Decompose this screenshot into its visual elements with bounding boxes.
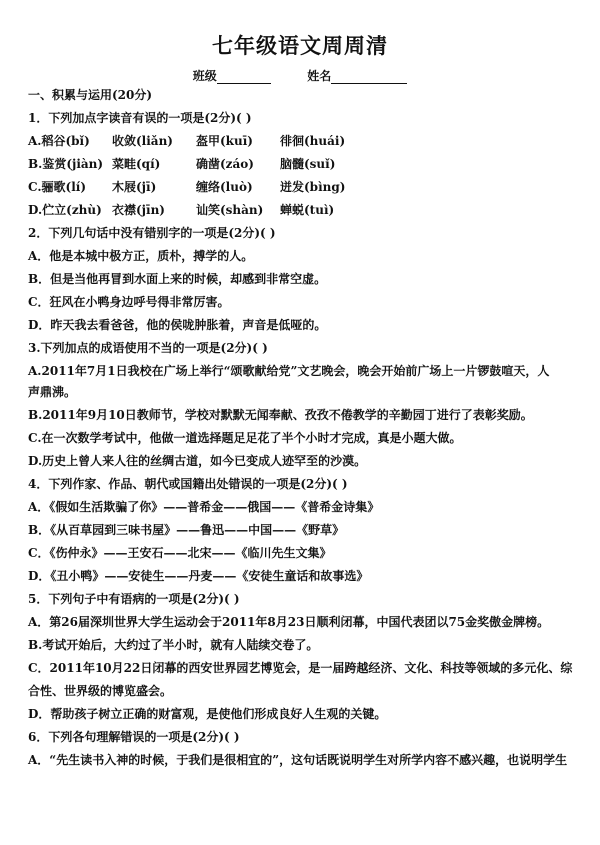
question-3-option-a: A.2011年7月1日我校在广场上举行“颂歌献给党”文艺晚会，晚会开始前广场上一片锣鼓喧天，人: [28, 364, 550, 378]
question-3-stem: 3.下列加点的成语使用不当的一项是(2分)( ): [28, 341, 268, 355]
question-2-option-b: B．但是当他再冒到水面上来的时候，却感到非常空虚。: [28, 272, 327, 286]
question-4-option-c: C．《伤仲永》——王安石——北宋——《临川先生文集》: [28, 546, 332, 560]
question-2-option-c: C．狂风在小鸭身边呼号得非常厉害。: [28, 295, 230, 309]
question-4-stem: 4．下列作家、作品、朝代或国籍出处错误的一项是(2分)( ): [28, 477, 348, 491]
question-1-option-d: [28, 203, 576, 217]
option-term: 徘徊(huái): [280, 134, 346, 148]
class-field[interactable]: [217, 71, 271, 84]
class-label: 班级: [192, 69, 217, 83]
question-1-option-a: [28, 134, 576, 148]
option-term: 蝉蜕(tuì): [280, 203, 335, 217]
question-1-stem: 1．下列加点字读音有误的一项是(2分)( ): [28, 111, 252, 125]
question-5-option-b: B.考试开始后，大约过了半小时，就有人陆续交卷了。: [28, 638, 319, 652]
option-term: 菜畦(qí): [112, 157, 161, 171]
option-term: 确凿(záo): [196, 157, 254, 171]
question-5-option-c: C．2011年10月22日闭幕的西安世界园艺博览会，是一届跨越经济、文化、科技等领域的多元化、综: [28, 661, 573, 675]
question-3-option-c: C.在一次数学考试中，他做一道选择题足足花了半个小时才完成，真是小题大做。: [28, 431, 462, 445]
question-2-option-a: A．他是本城中极方正，质朴，搏学的人。: [28, 249, 254, 263]
question-1-option-b: [28, 157, 576, 171]
question-5-option-d: D．帮助孩子树立正确的财富观，是使他们形成良好人生观的关键。: [28, 707, 387, 721]
question-1-option-c: [28, 180, 576, 194]
name-field[interactable]: [331, 71, 407, 84]
question-2-option-d: D．昨天我去看爸爸，他的侯咙肿胀着，声音是低哑的。: [28, 318, 327, 332]
option-term: 木屐(jī): [112, 180, 157, 194]
option-term: 衣襟(jīn): [112, 203, 165, 217]
option-term: D.伫立(zhù): [28, 203, 102, 217]
question-5-stem: 5．下列句子中有语病的一项是(2分)( ): [28, 592, 240, 606]
question-3-option-b: B.2011年9月10日教师节，学校对默默无闻奉献、孜孜不倦教学的辛勤园丁进行了表彰奖励。: [28, 408, 533, 422]
option-term: B.鉴赏(jiàn): [28, 157, 104, 171]
option-term: 收敛(liǎn): [112, 134, 173, 148]
question-5-option-c-cont: 合性、世界级的博览盛会。: [28, 684, 173, 698]
question-3-option-a-cont: 声鼎沸。: [28, 385, 77, 399]
name-label: 姓名: [307, 69, 332, 83]
student-info: [0, 67, 600, 84]
question-6-option-a: A．“先生读书入神的时候，于我们是很相宜的”，这句话既说明学生对所学内容不感兴趣，也说明学生: [28, 753, 568, 767]
option-term: C.骊歌(lí): [28, 180, 86, 194]
page-title: 七年级语文周周清: [212, 33, 388, 58]
question-4-option-d: D．《丑小鸭》——安徒生——丹麦——《安徒生童话和故事选》: [28, 569, 369, 583]
question-5-option-a: A．第26届深圳世界大学生运动会于2011年8月23日顺利闭幕，中国代表团以75金奖傲金牌榜。: [28, 615, 550, 629]
question-4-option-a: A．《假如生活欺骗了你》——普希金——俄国——《普希金诗集》: [28, 500, 380, 514]
option-term: A.稻谷(bǐ): [28, 134, 90, 148]
question-3-option-d: D.历史上曾人来人往的丝绸古道，如今已变成人迹罕至的沙漠。: [28, 454, 367, 468]
question-2-stem: 2．下列几句话中没有错别字的一项是(2分)( ): [28, 226, 276, 240]
option-term: 讪笑(shàn): [196, 203, 264, 217]
question-4-option-b: B．《从百草园到三味书屋》——鲁迅——中国——《野草》: [28, 523, 345, 537]
question-6-stem: 6．下列各句理解错误的一项是(2分)( ): [28, 730, 240, 744]
option-term: 盔甲(kuī): [196, 134, 253, 148]
section-heading: 一、积累与运用(20分): [28, 88, 153, 102]
option-term: 迸发(bìng): [280, 180, 346, 194]
option-term: 缠络(luò): [196, 180, 253, 194]
option-term: 脑髓(suǐ): [280, 157, 336, 171]
